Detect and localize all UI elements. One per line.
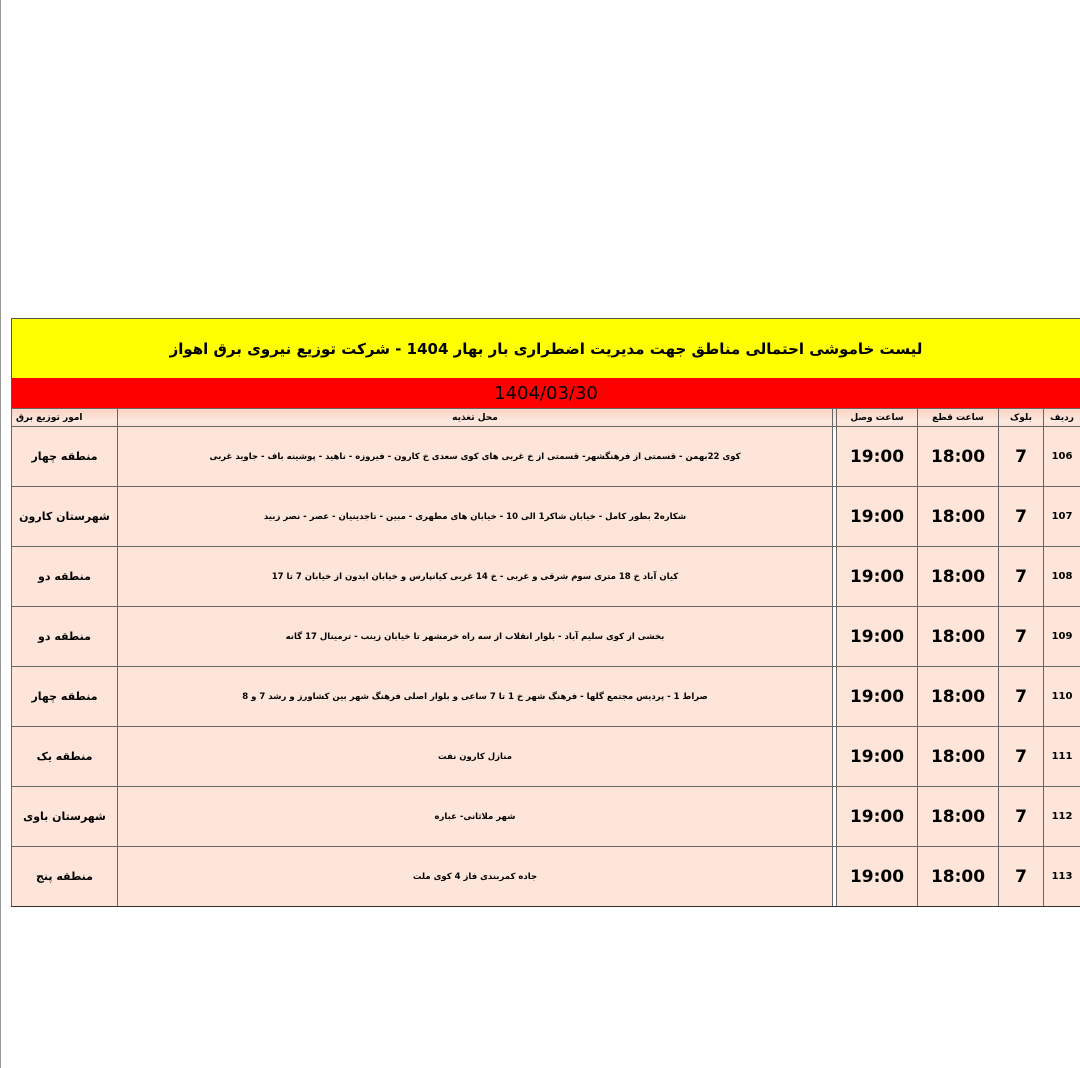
- table-row: [12, 607, 1080, 667]
- connect-time: 19:00: [837, 847, 918, 907]
- connect-time: 19:00: [837, 427, 918, 487]
- header-row-number: ردیف: [1044, 409, 1080, 427]
- row-spacer: [833, 427, 837, 487]
- feed-location: صراط 1 - پردیس مجتمع گلها - فرهنگ شهر خ 1 تا 7 ساعی و بلوار اصلی فرهنگ شهر بین کشاورز و رشد 7 و 8: [118, 667, 833, 727]
- header-cut-time: ساعت قطع: [918, 409, 999, 427]
- connect-time: 19:00: [837, 487, 918, 547]
- table-row: [12, 427, 1080, 487]
- connect-time: 19:00: [837, 607, 918, 667]
- table-row: [12, 487, 1080, 547]
- cut-time: 18:00: [918, 727, 999, 787]
- row-spacer: [833, 607, 837, 667]
- block-number: 7: [999, 847, 1044, 907]
- distribution-area: منطقه یک: [12, 727, 118, 787]
- table-row: [12, 727, 1080, 787]
- outage-table: [11, 408, 1080, 907]
- cut-time: 18:00: [918, 547, 999, 607]
- sheet-date: 1404/03/30: [11, 378, 1080, 408]
- distribution-area: منطقه دو: [12, 547, 118, 607]
- row-number: 112: [1044, 787, 1080, 847]
- table-row: [12, 547, 1080, 607]
- block-number: 7: [999, 487, 1044, 547]
- cut-time: 18:00: [918, 667, 999, 727]
- connect-time: 19:00: [837, 547, 918, 607]
- block-number: 7: [999, 787, 1044, 847]
- distribution-area: شهرستان باوی: [12, 787, 118, 847]
- page-left-edge: [0, 0, 1, 1068]
- distribution-area: منطقه پنج: [12, 847, 118, 907]
- row-spacer: [833, 667, 837, 727]
- feed-location: منازل کارون نفت: [118, 727, 833, 787]
- row-number: 107: [1044, 487, 1080, 547]
- feed-location: شکاره2 بطور کامل - خیابان شاکر1 الی 10 - خیابان های مطهری - مبین - تاجدینیان - عصر - نصر زبید: [118, 487, 833, 547]
- cut-time: 18:00: [918, 847, 999, 907]
- row-spacer: [833, 547, 837, 607]
- row-spacer: [833, 847, 837, 907]
- header-distribution-area: امور توزیع برق: [12, 409, 118, 427]
- row-number: 113: [1044, 847, 1080, 907]
- block-number: 7: [999, 427, 1044, 487]
- header-block: بلوک: [999, 409, 1044, 427]
- header-spacer: [833, 409, 837, 427]
- feed-location: جاده کمربندی فاز 4 کوی ملت: [118, 847, 833, 907]
- header-connect-time: ساعت وصل: [837, 409, 918, 427]
- cut-time: 18:00: [918, 607, 999, 667]
- distribution-area: منطقه چهار: [12, 667, 118, 727]
- table-row: [12, 847, 1080, 907]
- connect-time: 19:00: [837, 787, 918, 847]
- connect-time: 19:00: [837, 727, 918, 787]
- row-spacer: [833, 727, 837, 787]
- sheet-title: لیست خاموشی احتمالی مناطق جهت مدیریت اضطراری بار بهار 1404 - شرکت توزیع نیروی برق اهواز: [11, 318, 1080, 378]
- table-body: [12, 427, 1080, 907]
- feed-location: بخشی از کوی سلیم آباد - بلوار انقلاب از سه راه خرمشهر تا خیابان زینب - ترمینال 17 گانه: [118, 607, 833, 667]
- cut-time: 18:00: [918, 787, 999, 847]
- row-number: 111: [1044, 727, 1080, 787]
- table-header-row: [12, 409, 1080, 427]
- block-number: 7: [999, 547, 1044, 607]
- row-number: 108: [1044, 547, 1080, 607]
- row-spacer: [833, 487, 837, 547]
- feed-location: کیان آباد خ 18 متری سوم شرقی و غربی - خ 14 غربی کیانپارس و خیابان ایدون از خیابان 7 تا 17: [118, 547, 833, 607]
- feed-location: شهر ملاثانی- عباره: [118, 787, 833, 847]
- row-number: 110: [1044, 667, 1080, 727]
- cut-time: 18:00: [918, 487, 999, 547]
- block-number: 7: [999, 607, 1044, 667]
- row-number: 109: [1044, 607, 1080, 667]
- table-row: [12, 667, 1080, 727]
- cut-time: 18:00: [918, 427, 999, 487]
- row-spacer: [833, 787, 837, 847]
- table-row: [12, 787, 1080, 847]
- distribution-area: منطقه دو: [12, 607, 118, 667]
- connect-time: 19:00: [837, 667, 918, 727]
- distribution-area: منطقه چهار: [12, 427, 118, 487]
- outage-sheet: [11, 318, 1080, 907]
- distribution-area: شهرستان کارون: [12, 487, 118, 547]
- block-number: 7: [999, 667, 1044, 727]
- feed-location: کوی 22بهمن - قسمتی از فرهنگشهر- قسمتی از خ غربی های کوی سعدی خ کارون - فیروزه - ناهید - پوشینه باف - جاوید غربی: [118, 427, 833, 487]
- row-number: 106: [1044, 427, 1080, 487]
- block-number: 7: [999, 727, 1044, 787]
- header-location: محل تغذیه: [118, 409, 833, 427]
